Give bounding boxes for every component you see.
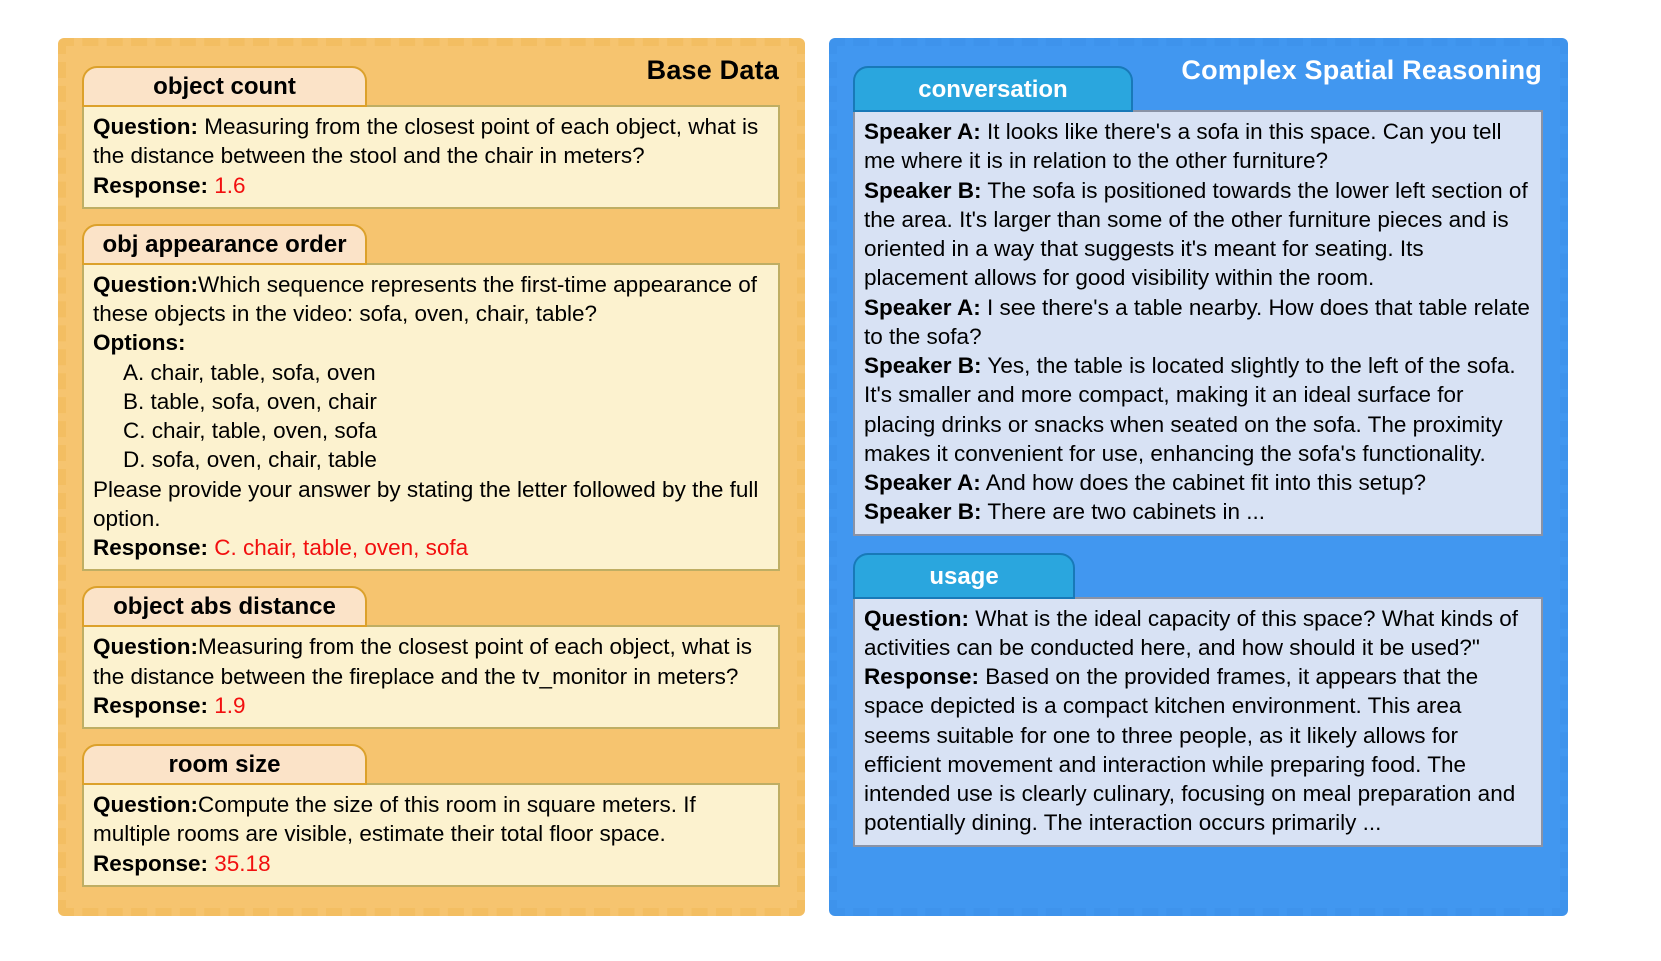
label-text: Question:	[93, 634, 198, 660]
base-data-panel-title: Base Data	[646, 55, 779, 85]
body-text: Measuring from the closest point of each object, what is the distance between the fireplace and the tv_monitor in meters?	[93, 634, 753, 689]
paragraph	[93, 691, 768, 720]
obj-appearance-order-tab: obj appearance order	[82, 224, 367, 265]
paragraph	[93, 358, 768, 387]
label-text: Speaker B:	[864, 353, 982, 378]
body-text: D. sofa, oven, chair, table	[123, 447, 377, 473]
label-text: Response:	[93, 535, 215, 560]
paragraph	[864, 468, 1531, 497]
paragraph	[93, 475, 768, 534]
paragraph	[864, 351, 1531, 468]
room-size-tab: room size	[82, 744, 367, 785]
paragraph	[93, 790, 768, 849]
label-text: Options:	[93, 330, 186, 356]
body-text: A. chair, table, sofa, oven	[123, 359, 376, 385]
object-abs-distance-card	[82, 586, 780, 729]
body-text: There are two cabinets in ...	[981, 499, 1266, 525]
paragraph	[93, 387, 768, 416]
body-text: And how does the cabinet fit into this setup?	[980, 470, 1427, 495]
response-value: 35.18	[214, 850, 271, 876]
paragraph	[93, 416, 768, 445]
obj-appearance-order-card	[82, 224, 780, 572]
complex-spatial-reasoning-cards	[853, 66, 1543, 847]
body-text: Which sequence represents the first-time appearance of these objects in the video: sofa, oven, chair, table?	[93, 271, 758, 326]
response-value: 1.6	[214, 172, 246, 198]
object-abs-distance-body	[82, 625, 780, 729]
label-text: Response:	[93, 172, 215, 198]
label-text: Speaker B:	[864, 499, 982, 525]
response-value: C. chair, table, oven, sofa	[214, 535, 469, 560]
label-text: Question:	[864, 605, 969, 631]
paragraph	[864, 604, 1531, 663]
paragraph	[93, 328, 768, 357]
object-count-tab: object count	[82, 66, 367, 107]
base-data-panel	[58, 38, 805, 916]
body-text: Please provide your answer by stating the letter followed by the full option.	[93, 476, 759, 531]
body-text: B. table, sofa, oven, chair	[123, 388, 377, 414]
usage-body	[853, 597, 1543, 847]
body-text: I see there's a table nearby. How does that table relate to the sofa?	[864, 294, 1530, 349]
label-text: Speaker A:	[864, 294, 981, 320]
label-text: Question:	[93, 271, 198, 297]
conversation-card	[853, 66, 1543, 536]
body-text: What is the ideal capacity of this space? What kinds of activities can be conducted here, and how should it be used?"	[864, 605, 1519, 660]
body-text: Measuring from the closest point of each object, what is the distance between the stool and the chair in meters?	[93, 114, 759, 169]
object-count-card	[82, 66, 780, 209]
paragraph	[864, 662, 1531, 838]
label-text: Response:	[864, 664, 980, 689]
usage-tab: usage	[853, 553, 1075, 599]
body-text: Based on the provided frames, it appears that the space depicted is a compact kitchen environment. This area seems suitable for one to three people, as it likely allows for efficient movement and interaction while preparing food. The intended use is clearly culinary, focusing on meal preparation and potentially dining. The interaction occurs primarily ...	[864, 664, 1516, 836]
body-text: Compute the size of this room in square meters. If multiple rooms are visible, estimate their total floor space.	[93, 792, 696, 847]
paragraph	[864, 497, 1531, 526]
complex-spatial-reasoning-panel-title: Complex Spatial Reasoning	[1181, 55, 1542, 85]
complex-spatial-reasoning-panel	[829, 38, 1568, 916]
paragraph	[864, 293, 1531, 352]
paragraph	[93, 533, 768, 562]
label-text: Question:	[93, 792, 198, 817]
object-count-body	[82, 105, 780, 209]
object-abs-distance-tab: object abs distance	[82, 586, 367, 627]
body-text: The sofa is positioned towards the lower left section of the area. It's larger than some of the other furniture pieces and is oriented in a way that suggests it's meant for seating. Its placement allows for good visibility within the room.	[864, 177, 1528, 291]
label-text: Response:	[93, 850, 215, 876]
label-text: Speaker A:	[864, 470, 981, 495]
response-value: 1.9	[214, 692, 246, 718]
paragraph	[93, 112, 768, 171]
label-text: Question:	[93, 114, 198, 139]
paragraph	[93, 849, 768, 878]
base-data-cards	[82, 66, 780, 887]
paragraph	[93, 632, 768, 691]
label-text: Response:	[93, 692, 215, 718]
paragraph	[864, 117, 1531, 176]
obj-appearance-order-body	[82, 263, 780, 572]
usage-card	[853, 553, 1543, 847]
paragraph	[93, 171, 768, 200]
body-text: It looks like there's a sofa in this space. Can you tell me where it is in relation to the other furniture?	[864, 119, 1502, 174]
room-size-card	[82, 744, 780, 887]
room-size-body	[82, 783, 780, 887]
conversation-tab: conversation	[853, 66, 1133, 112]
body-text: Yes, the table is located slightly to the left of the sofa. It's smaller and more compact, making it an ideal surface for placing drinks or snacks when seated on the sofa. The proximity makes it convenient for use, enhancing the sofa's functionality.	[864, 353, 1516, 466]
body-text: C. chair, table, oven, sofa	[123, 418, 377, 443]
conversation-body	[853, 110, 1543, 536]
paragraph	[93, 445, 768, 474]
paragraph	[93, 270, 768, 329]
paragraph	[864, 176, 1531, 293]
label-text: Speaker B:	[864, 177, 982, 203]
label-text: Speaker A:	[864, 119, 981, 144]
